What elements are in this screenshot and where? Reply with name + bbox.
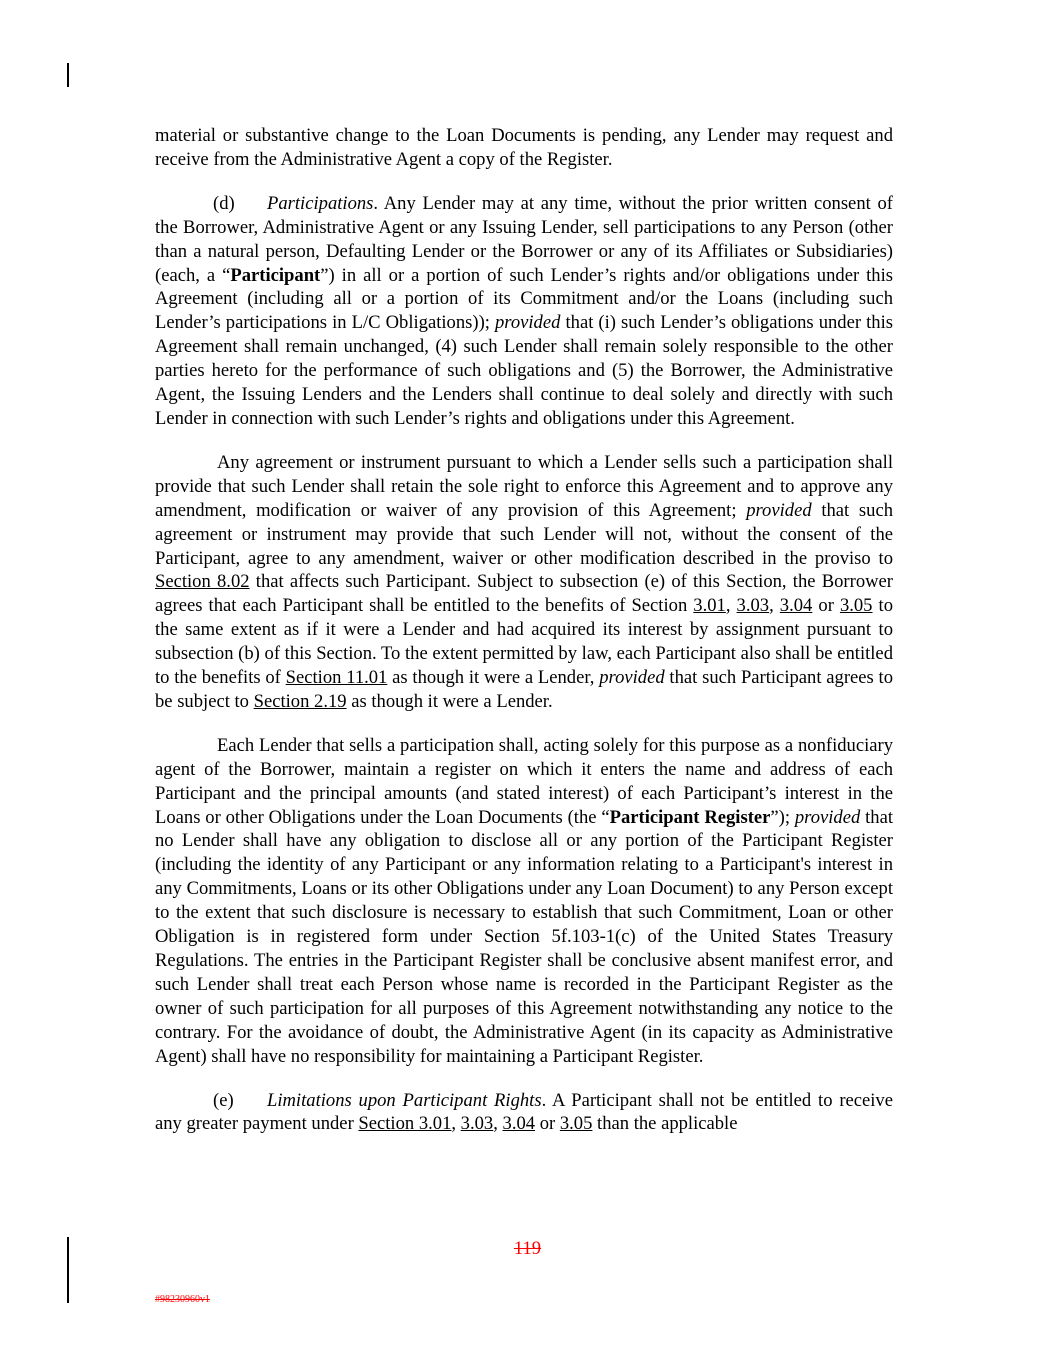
subsection-label-e: (e): [213, 1089, 234, 1111]
paragraph-participation-agreement: Any agreement or instrument pursuant to which a Lender sells such a participation shall provide that such Lender shall retain the sole right to enforce this Agreement and to approve any amendment, modification or waiver of any provision of this Agreement; provided that such agreement or instrument may provide that such Lender will not, without the consent of the Participant, agree to any amendment, waiver or other modification described in the proviso to Section 8.02 that affects such Participant. Subject to subsection (e) of this Section, the Borrower agrees that each Participant shall be entitled to the benefits of Section 3.01, 3.03, 3.04 or 3.05 to the same extent as if it were a Lender and had acquired its interest by assignment pursuant to subsection (b) of this Section. To the extent permitted by law, each Participant also shall be entitled to the benefits of Section 11.01 as though it were a Lender, provided that such Participant agrees to be subject to Section 2.19 as though it were a Lender.: [155, 451, 894, 712]
paragraph-limitations: (e) Limitations upon Participant Rights. A Participant shall not be entitled to receive any greater payment under Section 3.01, 3.03, 3.04 or 3.05 than the applicable: [155, 1089, 893, 1135]
section-ref-8-02: Section 8.02: [155, 571, 250, 593]
defined-term-participant-register: Participant Register: [609, 806, 771, 828]
proviso-word: provided: [794, 806, 861, 828]
page-number: 119: [513, 1238, 542, 1259]
subsection-label-d: (d): [213, 192, 235, 214]
section-ref-3-01: Section 3.01: [358, 1113, 452, 1135]
proviso-word: provided: [599, 667, 665, 689]
paragraph-register-request: material or substantive change to the Loan Documents is pending, any Lender may request and receive from the Administrative Agent a copy of the Register.: [155, 125, 893, 170]
defined-term-participant: Participant: [230, 264, 321, 286]
proviso-word: provided: [495, 312, 561, 334]
paragraph-participant-register: Each Lender that sells a participation shall, acting solely for this purpose as a nonfiduciary agent of the Borrower, maintain a register on which it enters the name and address of each Participant and the principal amounts (and stated interest) of each Participant’s interest in the Loans or other Obligations under the Loan Documents (the “Participant Register”); provided that no Lender shall have any obligation to disclose all or any portion of the Participant Register (including the identity of any Participant or any information relating to a Participant's interest in any Commitments, Loans or its other Obligations under any Loan Document) to any Person except to the extent that such disclosure is necessary to establish that such Commitment, Loan or other Obligation is in registered form under Section 5f.103-1(c) of the United States Treasury Regulations. The entries in the Participant Register shall be conclusive absent manifest error, and such Lender shall treat each Person whose name is recorded in the Participant Register as the owner of such participation for all purposes of this Agreement notwithstanding any notice to the contrary. For the avoidance of doubt, the Administrative Agent (in its capacity as Administrative Agent) shall have no responsibility for maintaining a Participant Register.: [155, 734, 894, 1067]
section-ref-3-01: 3.01: [693, 595, 726, 617]
proviso-word: provided: [746, 499, 812, 521]
heading-limitations: Limitations upon Participant Rights: [267, 1089, 542, 1111]
section-ref-3-05: 3.05: [839, 595, 873, 617]
section-ref-3-04: 3.04: [502, 1113, 536, 1135]
paragraph-participations: (d) Participations. Any Lender may at any time, without the prior written consent of the Borrower, Administrative Agent or any Issuing Lender, sell participations to any Person (other than a natural person, Defaulting Lender or the Borrower or any of its Affiliates or Subsidiaries) (each, a “Participant”) in all or a portion of such Lender’s rights and/or obligations under this Agreement (including all or a portion of its Commitment and/or the Loans (including such Lender’s participations in L/C Obligations)); provided that (i) such Lender’s obligations under this Agreement shall remain unchanged, (4) such Lender shall remain solely responsible to the other parties hereto for the performance of such obligations and (5) the Borrower, the Administrative Agent, the Issuing Lenders and the Lenders shall continue to deal solely and directly with such Lender in connection with such Lender’s rights and obligations under this Agreement.: [155, 192, 893, 429]
section-ref-3-03: 3.03: [736, 595, 770, 617]
document-body: [155, 124, 893, 1156]
section-ref-11-01: Section 11.01: [285, 667, 388, 689]
section-ref-3-05: 3.05: [559, 1113, 593, 1135]
section-ref-3-04: 3.04: [779, 595, 813, 617]
document-id: #98230960v1: [155, 1294, 210, 1305]
section-ref-3-03: 3.03: [460, 1113, 494, 1135]
section-ref-2-19: Section 2.19: [253, 690, 347, 712]
heading-participations: Participations: [267, 192, 374, 214]
change-bar-top: [67, 63, 69, 87]
